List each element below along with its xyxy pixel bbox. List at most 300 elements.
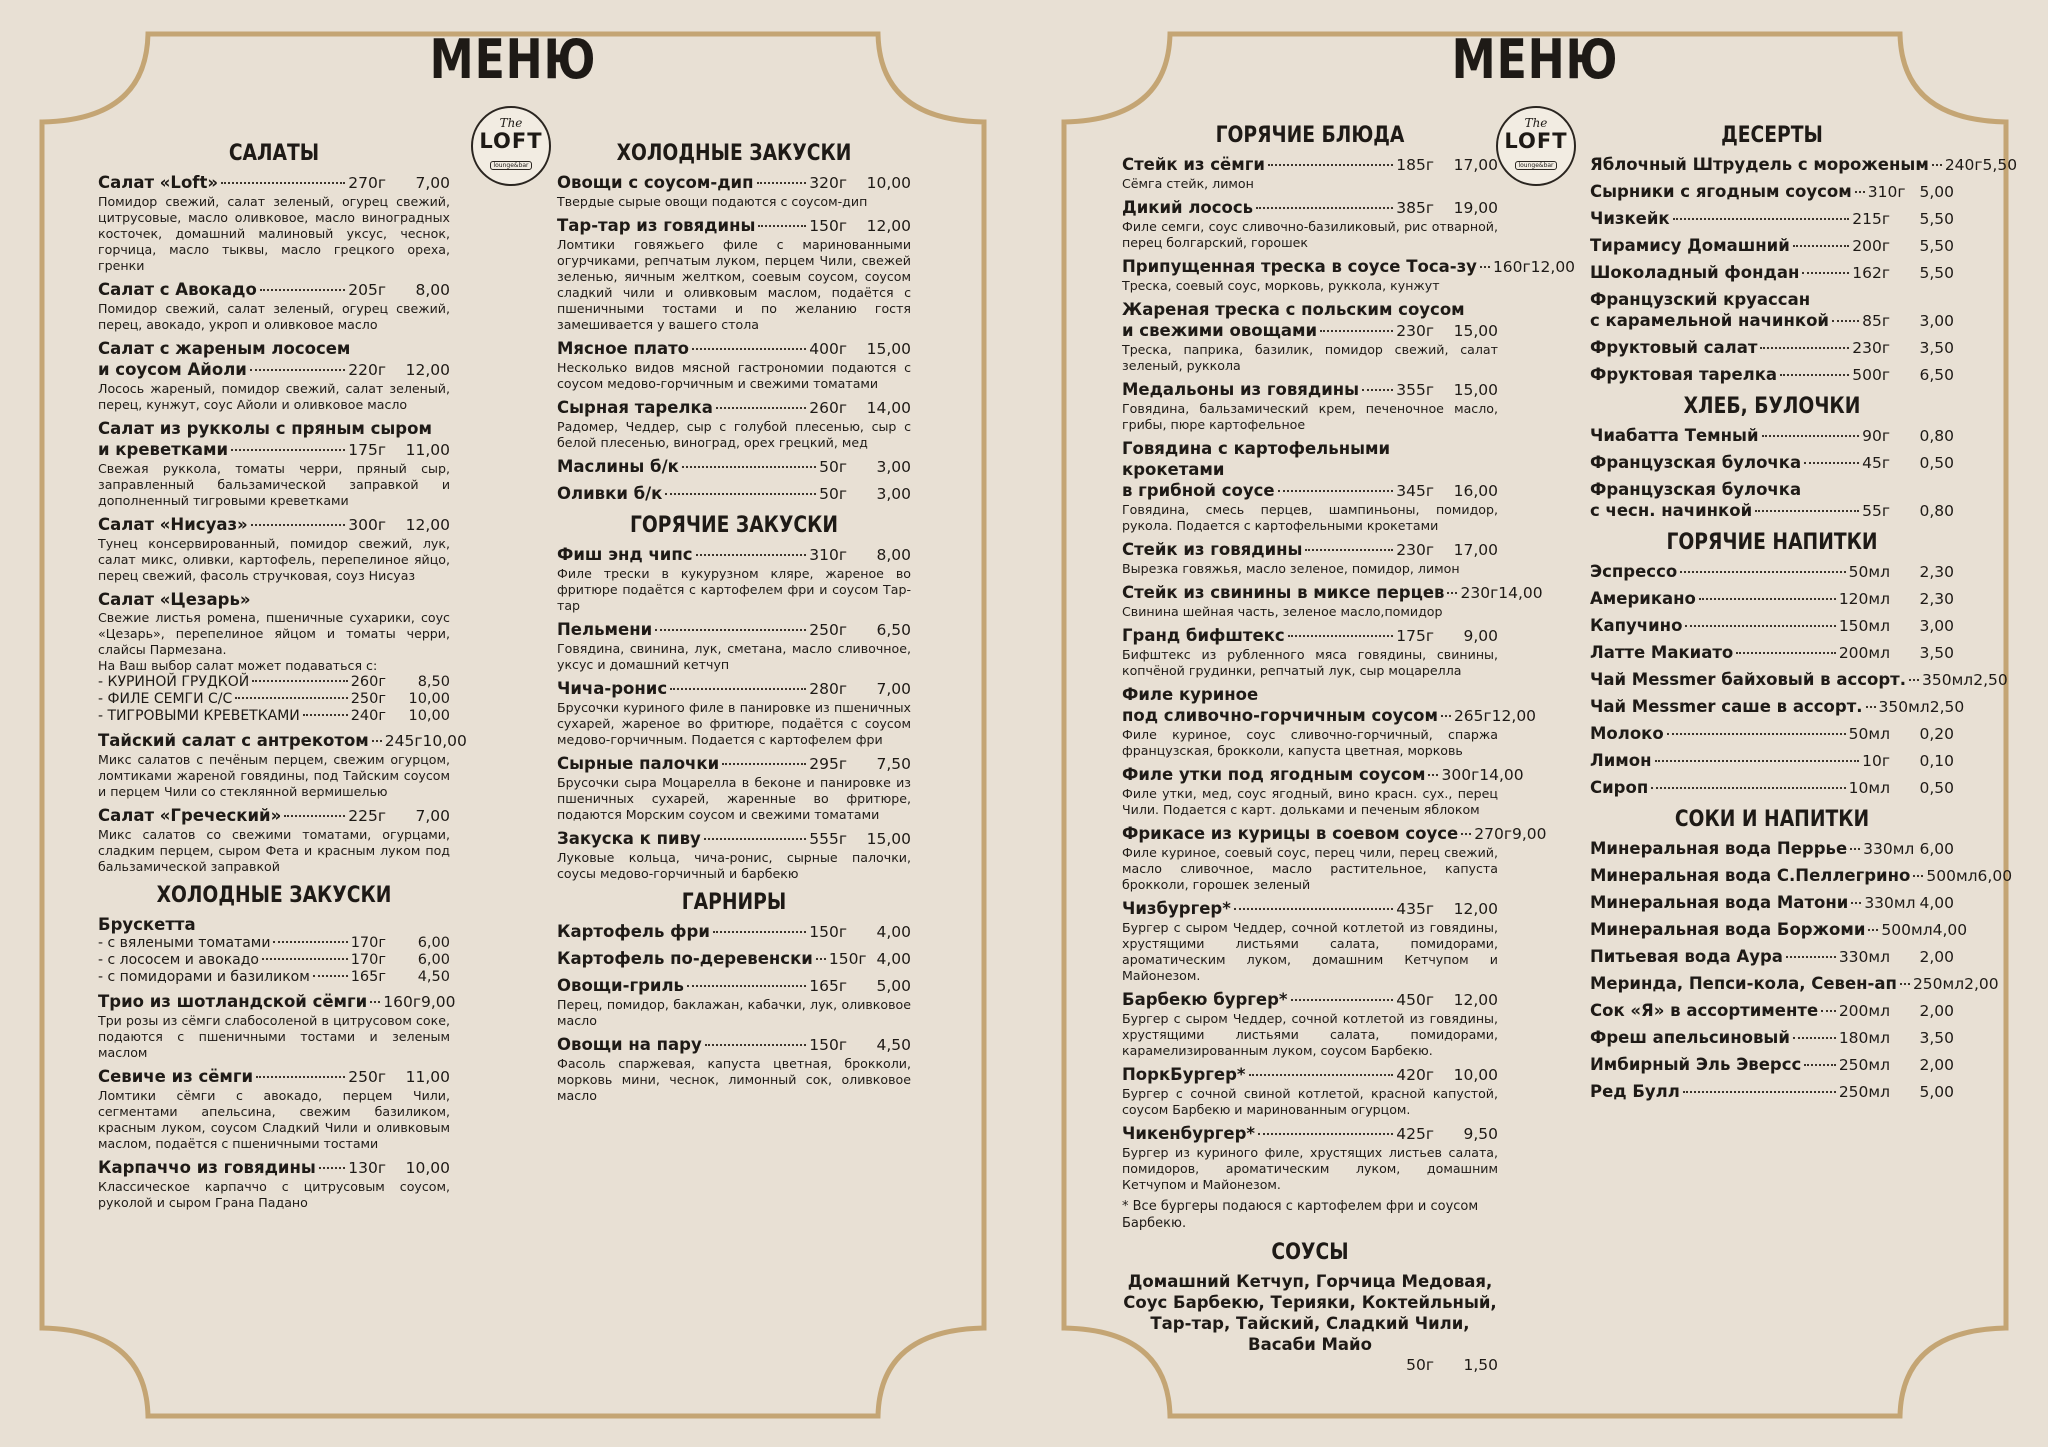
item-name: Чича-ронис bbox=[557, 679, 668, 698]
item-weight: 170г bbox=[350, 952, 386, 968]
item-weight: 160г bbox=[1492, 258, 1531, 276]
item-weight: 225г bbox=[348, 807, 386, 825]
item-price: 7,00 bbox=[415, 174, 450, 192]
menu-item bbox=[557, 338, 911, 392]
item-price: 7,00 bbox=[415, 807, 450, 825]
item-name: Фреш апельсиновый bbox=[1590, 1028, 1790, 1047]
menu-item-row bbox=[1122, 197, 1498, 219]
item-price: 6,50 bbox=[876, 621, 911, 639]
item-price: 4,00 bbox=[1932, 921, 1968, 939]
item-name: Стейк из свинины в миксе перцев bbox=[1122, 583, 1445, 602]
item-weight: 200мл bbox=[1838, 1002, 1890, 1020]
leader-dots bbox=[1804, 1064, 1836, 1066]
item-description: Филе куриное, соус сливочно-горчичный, спаржа французская, брокколи, капуста цветная, морковь bbox=[1122, 727, 1498, 758]
leader-dots bbox=[1320, 330, 1393, 332]
menu-item bbox=[98, 589, 450, 725]
item-price: 0,50 bbox=[1919, 454, 1954, 472]
leader-dots bbox=[221, 182, 345, 184]
menu-item bbox=[1122, 625, 1498, 679]
item-weight: 10г bbox=[1862, 752, 1890, 770]
menu-item-row bbox=[98, 730, 467, 752]
leader-dots bbox=[1305, 549, 1393, 551]
item-weight: 260г bbox=[350, 674, 386, 690]
item-price: 8,50 bbox=[417, 674, 450, 690]
menu-item-row bbox=[98, 991, 456, 1013]
item-name: - ТИГРОВЫМИ КРЕВЕТКАМИ bbox=[98, 708, 300, 724]
menu-item-row bbox=[1590, 452, 1954, 474]
item-description: Бургер с сочной свиной котлетой, красной капустой, соусом Барбекю и маринованным огурцом. bbox=[1122, 1086, 1498, 1117]
loft-logo-right: The LOFT lounge&bar bbox=[1496, 106, 1576, 186]
item-price: 6,50 bbox=[1919, 366, 1954, 384]
menu-item-row bbox=[1590, 946, 1954, 968]
item-description: Луковые кольца, чича-ронис, сырные палочки, соусы медово-горчичный и барбекю bbox=[557, 850, 911, 881]
item-price: 7,50 bbox=[876, 755, 911, 773]
leader-dots bbox=[250, 369, 345, 371]
item-price: 9,50 bbox=[1463, 1125, 1498, 1143]
menu-item-row bbox=[1590, 262, 1954, 284]
menu-item-row bbox=[1122, 764, 1524, 786]
item-price: 9,00 bbox=[1511, 825, 1547, 843]
menu-item bbox=[1590, 919, 1968, 941]
item-name: Салат «Греческий» bbox=[98, 806, 282, 825]
menu-item-row bbox=[1590, 669, 2008, 691]
item-description: Бургер из куриного филе, хрустящих листьев салата, помидоров, ароматическим луком, домашним Кетчупом и Майонезом. bbox=[1122, 1145, 1498, 1192]
item-weight: 500г bbox=[1852, 366, 1890, 384]
menu-item-row bbox=[1122, 705, 1537, 727]
menu-item-row bbox=[557, 483, 911, 505]
leader-dots bbox=[1655, 760, 1860, 762]
item-name: в грибной соусе bbox=[1122, 481, 1275, 500]
item-weight: 150г bbox=[809, 923, 847, 941]
item-weight: 265г bbox=[1453, 707, 1492, 725]
item-price: 3,50 bbox=[1919, 339, 1954, 357]
item-name: Мясное плато bbox=[557, 339, 689, 358]
menu-item-row bbox=[1590, 865, 2013, 887]
menu-item bbox=[1590, 777, 1954, 799]
item-name: Салат с Авокадо bbox=[98, 280, 257, 299]
menu-item bbox=[1122, 1123, 1498, 1193]
item-weight: 165г bbox=[809, 977, 847, 995]
item-price: 3,00 bbox=[1919, 617, 1954, 635]
leader-dots bbox=[1913, 875, 1923, 877]
section-heading: ХОЛОДНЫЕ ЗАКУСКИ bbox=[156, 883, 392, 908]
item-description: Бургер с сыром Чеддер, сочной котлетой из говядины, хрустящими листьями салата, помидорами, карамелизированным луком, соусом Барбекю. bbox=[1122, 1011, 1498, 1058]
item-name: Минеральная вода С.Пеллегрино bbox=[1590, 866, 1911, 885]
menu-item bbox=[1122, 898, 1498, 984]
item-name: - КУРИНОЙ ГРУДКОЙ bbox=[98, 674, 250, 690]
item-description: Свежая руккола, томаты черри, пряный сыр, заправленный бальзамической заправкой и дополненный тигровыми креветками bbox=[98, 461, 450, 508]
leader-dots bbox=[262, 958, 348, 960]
item-name: Жареная треска с польским соусом bbox=[1122, 300, 1465, 319]
menu-item-row bbox=[1122, 823, 1547, 845]
item-price: 10,00 bbox=[422, 732, 467, 750]
menu-item bbox=[98, 1066, 450, 1152]
leader-dots bbox=[1685, 625, 1835, 627]
item-description: Несколько видов мясной гастрономии подаются с соусом медово-горчичным и свежими томатами bbox=[557, 360, 911, 391]
item-price: 12,00 bbox=[405, 516, 450, 534]
item-description: Треска, соевый соус, морковь, руккола, кунжут bbox=[1122, 278, 1440, 293]
item-weight: 500мл bbox=[1926, 867, 1978, 885]
menu-item bbox=[1590, 337, 1954, 359]
item-name: Ред Булл bbox=[1590, 1082, 1680, 1101]
menu-item-row bbox=[98, 969, 450, 986]
item-description: Лосось жареный, помидор свежий, салат зеленый, перец, кунжут, соус Айоли и оливковое масло bbox=[98, 381, 450, 412]
item-description: Помидор свежий, салат зеленый, огурец свежий, перец, авокадо, укроп и оливковое масло bbox=[98, 301, 450, 332]
leader-dots bbox=[1447, 592, 1457, 594]
menu-item-row bbox=[1590, 723, 1954, 745]
sauces-list: Домашний Кетчуп, Горчица Медовая, Соус Барбекю, Терияки, Коктейльный, Тар-тар, Тайский, Сладкий Чили, Васаби Майо bbox=[1123, 1272, 1497, 1354]
item-description: Говядина, свинина, лук, сметана, масло сливочное, уксус и домашний кетчуп bbox=[557, 641, 911, 672]
leader-dots bbox=[303, 714, 348, 716]
item-name: Закуска к пиву bbox=[557, 829, 701, 848]
menu-item bbox=[557, 678, 911, 748]
menu-item bbox=[98, 172, 450, 274]
leader-dots bbox=[1680, 571, 1845, 573]
item-weight: 270г bbox=[1474, 825, 1512, 843]
item-price: 4,50 bbox=[417, 969, 450, 985]
item-weight: 280г bbox=[809, 680, 847, 698]
item-name: Минеральная вода Матони bbox=[1590, 893, 1849, 912]
leader-dots bbox=[1793, 1037, 1836, 1039]
leader-dots bbox=[696, 554, 807, 556]
menu-item bbox=[557, 921, 911, 943]
menu-item-row bbox=[98, 439, 450, 461]
leader-dots bbox=[372, 740, 382, 742]
menu-item-row bbox=[1122, 582, 1543, 604]
item-price: 17,00 bbox=[1453, 541, 1498, 559]
item-price: 11,00 bbox=[405, 1068, 450, 1086]
menu-item bbox=[557, 619, 911, 673]
footnote: * Все бургеры подаюся с картофелем фри и соусом Барбекю. bbox=[1122, 1199, 1479, 1231]
item-name: Салат «Loft» bbox=[98, 173, 219, 192]
item-weight: 185г bbox=[1396, 156, 1434, 174]
item-note: На Ваш выбор салат может подаваться с: bbox=[98, 658, 378, 673]
item-weight: 385г bbox=[1396, 199, 1434, 217]
item-name: Французская булочка bbox=[1590, 453, 1802, 472]
leader-dots bbox=[816, 958, 826, 960]
item-weight: 250мл bbox=[1838, 1056, 1890, 1074]
menu-item bbox=[1122, 582, 1543, 620]
item-name: Французский круассан bbox=[1590, 290, 1811, 309]
menu-item bbox=[1122, 1064, 1498, 1118]
item-price: 9,00 bbox=[420, 993, 456, 1011]
item-price: 1,50 bbox=[1463, 1356, 1498, 1374]
item-weight: 130г bbox=[348, 1159, 386, 1177]
menu-item bbox=[1590, 208, 1954, 230]
menu-item bbox=[98, 418, 450, 509]
leader-dots bbox=[1673, 218, 1850, 220]
menu-item-row bbox=[1590, 919, 1968, 941]
menu-item bbox=[1590, 588, 1954, 610]
menu-item bbox=[1590, 723, 1954, 745]
menu-item-row bbox=[98, 805, 450, 827]
menu-item-row bbox=[1122, 989, 1498, 1011]
menu-item-row bbox=[557, 948, 911, 970]
menu-item bbox=[1590, 289, 1954, 332]
item-description: Тунец консервированный, помидор свежий, лук, салат микс, оливки, картофель, перепелиное яйцо, перец свежий, фасоль стручковая, соуз Нисуаз bbox=[98, 536, 450, 583]
item-weight: 295г bbox=[809, 755, 847, 773]
item-price: 11,00 bbox=[405, 441, 450, 459]
menu-item bbox=[1590, 1027, 1954, 1049]
leader-dots bbox=[758, 225, 806, 227]
leader-dots bbox=[1288, 635, 1394, 637]
item-name: - с лососем и авокадо bbox=[98, 952, 259, 968]
item-price: 15,00 bbox=[1453, 381, 1498, 399]
menu-item bbox=[557, 948, 911, 970]
item-price: 6,00 bbox=[1919, 840, 1954, 858]
item-weight: 350мл bbox=[1878, 698, 1930, 716]
item-weight: 50мл bbox=[1848, 725, 1890, 743]
menu-item-row bbox=[98, 172, 450, 194]
menu-item bbox=[557, 544, 911, 614]
item-price: 7,00 bbox=[876, 680, 911, 698]
item-price: 2,50 bbox=[1973, 671, 2008, 689]
menu-item bbox=[1590, 865, 2013, 887]
item-weight: 500мл bbox=[1881, 921, 1933, 939]
menu-item bbox=[1590, 235, 1954, 257]
menu-item bbox=[98, 1157, 450, 1211]
item-price: 0,10 bbox=[1919, 752, 1954, 770]
item-price: 5,50 bbox=[1919, 264, 1954, 282]
item-price: 12,00 bbox=[866, 217, 911, 235]
item-weight: 555г bbox=[809, 830, 847, 848]
item-description: Свежие листья ромена, пшеничные сухарики, соус «Цезарь», перепелиное яйцом и томаты черри, слайсы Пармезана. bbox=[98, 610, 450, 657]
leader-dots bbox=[705, 1044, 807, 1046]
menu-item bbox=[1122, 989, 1498, 1059]
menu-item bbox=[1590, 669, 2008, 691]
menu-item bbox=[1590, 750, 1954, 772]
menu-item-row bbox=[1122, 154, 1498, 176]
leader-dots bbox=[1793, 245, 1849, 247]
leader-dots bbox=[1256, 207, 1393, 209]
item-name: - ФИЛЕ СЕМГИ С/С bbox=[98, 691, 233, 707]
section-heading: ГОРЯЧИЕ ЗАКУСКИ bbox=[629, 513, 839, 538]
item-price: 10,00 bbox=[408, 708, 450, 724]
leader-dots bbox=[1760, 347, 1849, 349]
item-price: 3,50 bbox=[1919, 644, 1954, 662]
menu-item bbox=[1122, 684, 1537, 759]
menu-item bbox=[1590, 262, 1954, 284]
leader-dots bbox=[284, 815, 345, 817]
menu-item-row bbox=[1122, 539, 1498, 561]
item-weight: 435г bbox=[1396, 900, 1434, 918]
menu-item-row bbox=[1122, 256, 1576, 278]
item-weight: 55г bbox=[1862, 502, 1890, 520]
menu-item bbox=[1590, 452, 1954, 474]
menu-item-row bbox=[1590, 310, 1954, 332]
menu-item-row bbox=[557, 456, 911, 478]
item-name: Медальоны из говядины bbox=[1122, 380, 1360, 399]
item-price: 3,50 bbox=[1919, 1029, 1954, 1047]
item-price: 10,00 bbox=[1453, 1066, 1498, 1084]
item-price: 8,00 bbox=[415, 281, 450, 299]
menu-item-row bbox=[1590, 1081, 1954, 1103]
item-weight: 250г bbox=[350, 691, 386, 707]
item-options bbox=[98, 935, 450, 986]
item-name: Овощи с соусом-дип bbox=[557, 173, 754, 192]
item-price: 6,00 bbox=[1977, 867, 2013, 885]
leader-dots bbox=[1291, 999, 1394, 1001]
menu-item-row bbox=[1122, 625, 1498, 647]
menu-item bbox=[557, 753, 911, 823]
item-weight: 215г bbox=[1852, 210, 1890, 228]
item-weight: 330мл bbox=[1863, 840, 1915, 858]
leader-dots bbox=[256, 1076, 345, 1078]
menu-item-row bbox=[98, 359, 450, 381]
item-price: 15,00 bbox=[1453, 322, 1498, 340]
item-name: Сок «Я» в ассортименте bbox=[1590, 1001, 1819, 1020]
leader-dots bbox=[1786, 956, 1836, 958]
leader-dots bbox=[252, 680, 347, 682]
item-price: 4,00 bbox=[1919, 894, 1954, 912]
menu-item bbox=[1590, 892, 1954, 914]
item-price: 12,00 bbox=[1453, 900, 1498, 918]
menu-item-row bbox=[1122, 480, 1498, 502]
menu-item bbox=[557, 172, 911, 210]
item-weight: 310г bbox=[1867, 183, 1906, 201]
item-name: Барбекю бургер* bbox=[1122, 990, 1288, 1009]
item-price: 14,00 bbox=[1498, 584, 1543, 602]
item-description: Помидор свежий, салат зеленый, огурец свежий, цитрусовые, масло оливковое, масло виноградных косточек, домашний малиновый уксус, чеснок, горчица, масло тыквы, масло грецкого ореха, гренки bbox=[98, 194, 450, 273]
item-price: 14,00 bbox=[1479, 766, 1524, 784]
menu-item-row bbox=[98, 708, 450, 725]
leader-dots bbox=[1258, 1133, 1393, 1135]
item-description: Ломтики говяжьего филе с маринованными огурчиками, репчатым луком, перцем Чили, свежей зеленью, яичным желтком, соевым соусом, соусом сладкий чили и оливковым маслом, подаётся с пшеничными тостами и по желанию гостя замешивается у вашего стола bbox=[557, 237, 911, 332]
section-heading: ГАРНИРЫ bbox=[681, 890, 787, 915]
menu-item-row bbox=[1122, 379, 1498, 401]
leader-dots bbox=[313, 975, 348, 977]
item-price: 2,50 bbox=[1929, 698, 1965, 716]
menu-item-row bbox=[1590, 1054, 1954, 1076]
item-name: Лимон bbox=[1590, 751, 1652, 770]
item-description: Твердые сырые овощи подаются с соусом-дип bbox=[557, 194, 868, 209]
leader-dots bbox=[235, 697, 347, 699]
item-description: Микс салатов со свежими томатами, огурцами, сладким перцем, сыром Фета и красным луком под бальзамической заправкой bbox=[98, 827, 450, 874]
item-weight: 250мл bbox=[1838, 1083, 1890, 1101]
item-name: с карамельной начинкой bbox=[1590, 311, 1829, 330]
item-price: 10,00 bbox=[408, 691, 450, 707]
menu-item-row bbox=[1590, 500, 1954, 522]
item-name: с чесн. начинкой bbox=[1590, 501, 1753, 520]
leader-dots bbox=[670, 688, 806, 690]
leader-dots bbox=[1278, 490, 1394, 492]
menu-item-row bbox=[1590, 181, 1954, 203]
item-options bbox=[98, 674, 450, 725]
item-weight: 230г bbox=[1460, 584, 1499, 602]
item-name: Салат «Цезарь» bbox=[98, 590, 251, 609]
item-price: 15,00 bbox=[866, 830, 911, 848]
item-name: Картофель фри bbox=[557, 922, 710, 941]
menu-item bbox=[557, 828, 911, 882]
item-name: Имбирный Эль Эверсс bbox=[1590, 1055, 1802, 1074]
menu-item-row bbox=[1122, 898, 1498, 920]
leader-dots bbox=[370, 1001, 380, 1003]
item-price: 5,50 bbox=[1982, 156, 2018, 174]
leader-dots bbox=[319, 1167, 345, 1169]
menu-item-row bbox=[1590, 154, 2018, 176]
item-name: Чизбургер* bbox=[1122, 899, 1231, 918]
item-name: Минеральная вода Боржоми bbox=[1590, 920, 1866, 939]
leader-dots bbox=[1268, 164, 1393, 166]
item-name: ПоркБургер* bbox=[1122, 1065, 1246, 1084]
leader-dots bbox=[231, 449, 345, 451]
menu-item-row bbox=[1122, 320, 1498, 342]
item-weight: 250г bbox=[809, 621, 847, 639]
item-price: 2,00 bbox=[1919, 1002, 1954, 1020]
menu-item bbox=[1122, 438, 1498, 534]
item-weight: 330мл bbox=[1838, 948, 1890, 966]
item-description: Треска, паприка, базилик, помидор свежий, салат зеленый, руккола bbox=[1122, 342, 1498, 373]
menu-item-row bbox=[1590, 777, 1954, 799]
section-heading: ГОРЯЧИЕ БЛЮДА bbox=[1215, 123, 1405, 148]
item-name: и свежими овощами bbox=[1122, 321, 1318, 340]
menu-item-row bbox=[1590, 1000, 1954, 1022]
leader-dots bbox=[757, 182, 807, 184]
item-description: Классическое карпаччо с цитрусовым соусом, руколой и сыром Грана Падано bbox=[98, 1179, 450, 1210]
leader-dots bbox=[1234, 908, 1393, 910]
item-weight: 250мл bbox=[1912, 975, 1965, 993]
menu-item bbox=[1590, 1000, 1954, 1022]
menu-item bbox=[557, 1034, 911, 1104]
menu-item bbox=[1590, 561, 1954, 583]
item-weight: 150г bbox=[809, 217, 847, 235]
section-heading: СОУСЫ bbox=[1271, 1240, 1349, 1265]
menu-item bbox=[1122, 299, 1498, 374]
item-weight: 200г bbox=[1852, 237, 1890, 255]
leader-dots bbox=[1755, 510, 1859, 512]
item-name: Эспрессо bbox=[1590, 562, 1678, 581]
section-heading: ХОЛОДНЫЕ ЗАКУСКИ bbox=[616, 141, 852, 166]
item-name: Фиш энд чипс bbox=[557, 545, 693, 564]
item-price: 5,00 bbox=[1919, 183, 1954, 201]
item-name: Шоколадный фондан bbox=[1590, 263, 1800, 282]
item-price: 0,80 bbox=[1919, 427, 1954, 445]
item-weight: 165г bbox=[350, 969, 386, 985]
menu-item-row bbox=[557, 678, 911, 700]
item-price: 16,00 bbox=[1453, 482, 1498, 500]
menu-item bbox=[1590, 154, 2018, 176]
item-price: 5,00 bbox=[876, 977, 911, 995]
leader-dots bbox=[1804, 462, 1859, 464]
item-name: Припущенная треска в соусе Тоса-зу bbox=[1122, 257, 1477, 276]
item-weight: 240г bbox=[1944, 156, 1983, 174]
leader-dots bbox=[716, 407, 806, 409]
item-description: Вырезка говяжья, масло зеленое, помидор, лимон bbox=[1122, 561, 1460, 576]
item-weight: 300г bbox=[1441, 766, 1480, 784]
item-name: Трио из шотландской сёмги bbox=[98, 992, 368, 1011]
menu-item bbox=[98, 805, 450, 875]
leader-dots bbox=[1900, 983, 1910, 985]
item-name: Фрикасе из курицы в соевом соусе bbox=[1122, 824, 1459, 843]
item-weight: 150г bbox=[828, 950, 867, 968]
item-weight: 120мл bbox=[1838, 590, 1890, 608]
item-name: Сироп bbox=[1590, 778, 1649, 797]
item-name: Дикий лосось bbox=[1122, 198, 1254, 217]
menu-item bbox=[557, 215, 911, 333]
item-weight: 270г bbox=[348, 174, 386, 192]
item-price: 3,00 bbox=[876, 458, 911, 476]
item-weight: 345г bbox=[1396, 482, 1434, 500]
leader-dots bbox=[1802, 272, 1849, 274]
item-name: Оливки б/к bbox=[557, 484, 663, 503]
item-description: Брусочки куриного филе в панировке из пшеничных сухарей, жареное во фритюре, подаётся с соусом медово-горчичным. Подается с картофелем фри bbox=[557, 700, 911, 747]
item-weight: 162г bbox=[1852, 264, 1890, 282]
item-weight: 230г bbox=[1396, 541, 1434, 559]
item-weight: 230г bbox=[1396, 322, 1434, 340]
leader-dots bbox=[1428, 774, 1438, 776]
leader-dots bbox=[1362, 389, 1393, 391]
section-heading: ГОРЯЧИЕ НАПИТКИ bbox=[1666, 530, 1878, 555]
